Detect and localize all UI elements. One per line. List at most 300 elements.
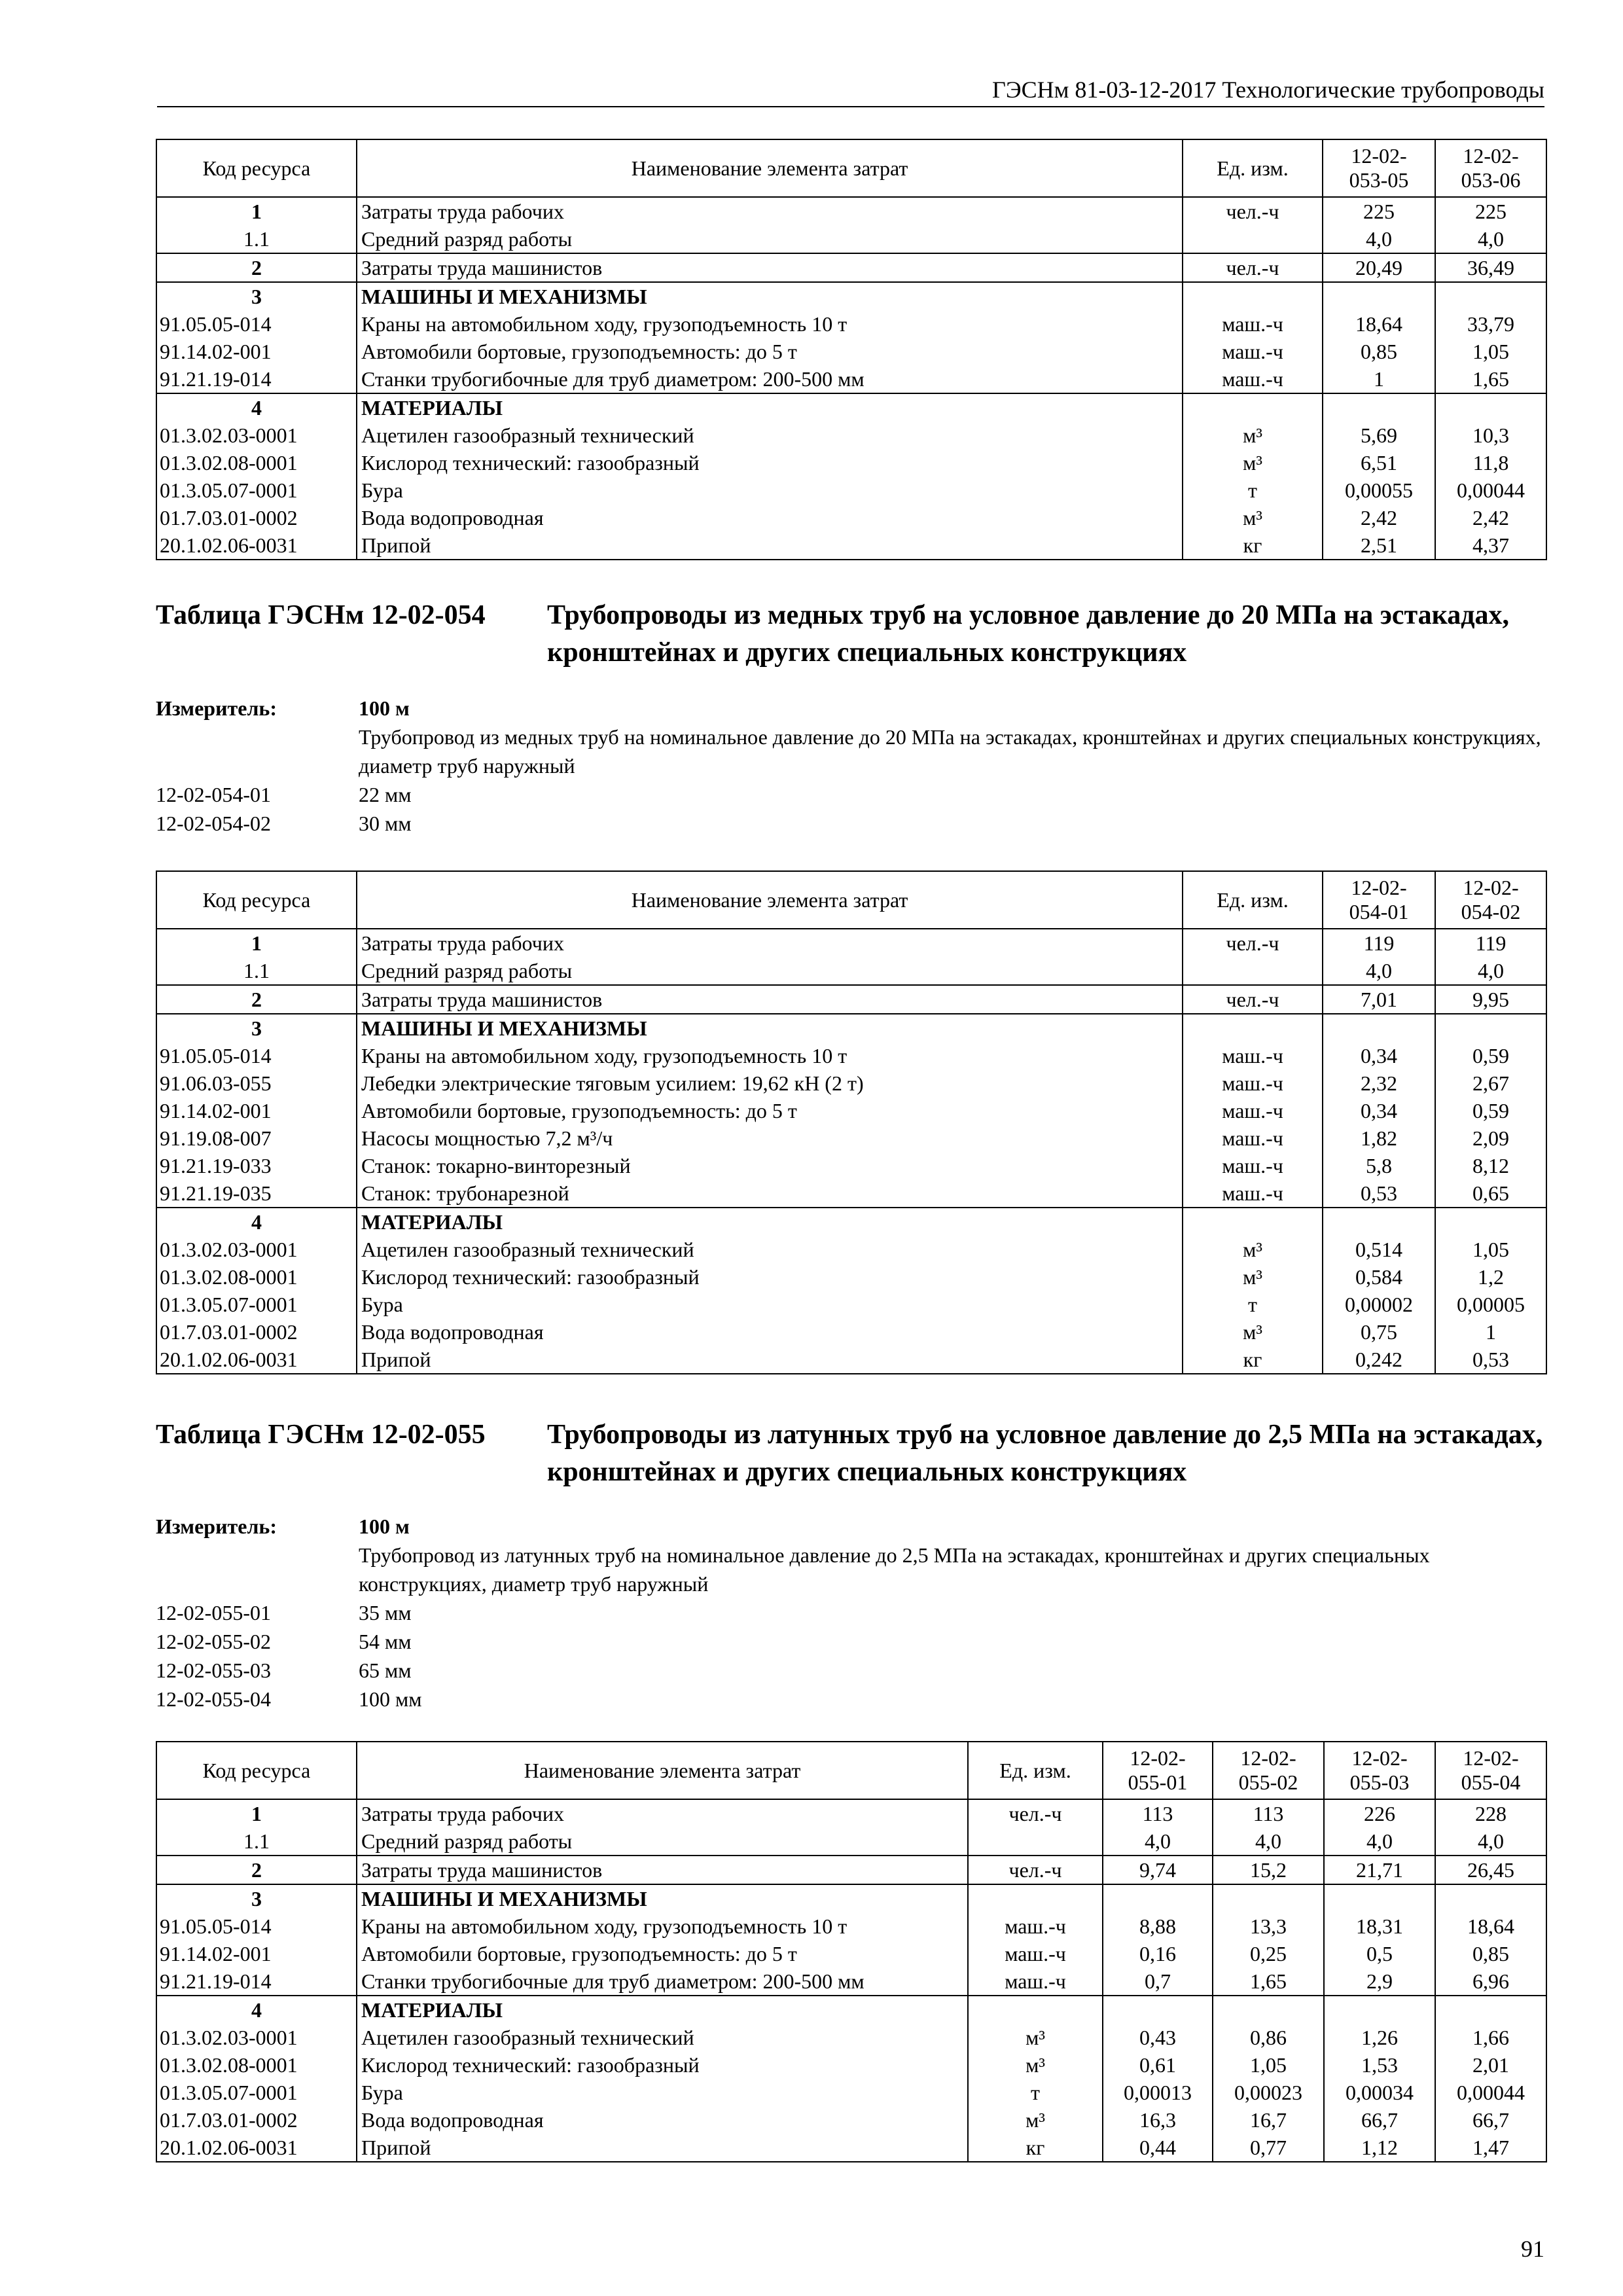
value-cell: 21,71 (1324, 1856, 1435, 1884)
value-cell: 2,09 (1435, 1124, 1546, 1152)
col-header-value: 12-02- 054-02 (1435, 871, 1546, 929)
value-cell (1323, 1208, 1435, 1236)
col-header-value: 12-02- 053-06 (1435, 139, 1546, 197)
value-cell: 33,79 (1435, 310, 1546, 338)
value-cell: 0,59 (1435, 1042, 1546, 1069)
value-cell: 1,66 (1435, 2024, 1546, 2051)
value-cell: 4,0 (1435, 1827, 1546, 1856)
value-cell: 18,64 (1323, 310, 1435, 338)
value-cell (1103, 1996, 1213, 2024)
resource-code: 91.19.08-007 (156, 1124, 357, 1152)
resource-name: Лебедки электрические тяговым усилием: 19,62 кН (2 т) (357, 1069, 1183, 1097)
value-cell: 0,43 (1103, 2024, 1213, 2051)
value-cell: 0,00044 (1435, 2079, 1546, 2106)
table-row (156, 1069, 1546, 1097)
unit-cell: т (968, 2079, 1103, 2106)
measure-item (156, 1627, 1563, 1656)
resource-name: Станки трубогибочные для труб диаметром: 200-500 мм (357, 365, 1183, 393)
value-cell: 0,00044 (1435, 476, 1546, 504)
item-code: 12-02-054-01 (156, 783, 271, 806)
resource-code: 01.7.03.01-0002 (156, 2106, 357, 2134)
table-row (156, 393, 1546, 422)
value-cell: 0,77 (1213, 2134, 1324, 2162)
value-cell: 9,95 (1435, 985, 1546, 1014)
resource-code: 91.21.19-035 (156, 1179, 357, 1208)
value-cell: 0,85 (1435, 1940, 1546, 1967)
unit-cell (1183, 225, 1323, 253)
col-header-name: Наименование элемента затрат (357, 871, 1183, 929)
table-row (156, 1967, 1546, 1996)
resource-name: Насосы мощностью 7,2 м³/ч (357, 1124, 1183, 1152)
resource-code: 01.3.05.07-0001 (156, 476, 357, 504)
resource-name: Припой (357, 2134, 968, 2162)
item-code: 12-02-055-03 (156, 1659, 271, 1682)
resource-name: Вода водопроводная (357, 504, 1183, 531)
value-cell: 4,0 (1435, 957, 1546, 985)
table-row (156, 449, 1546, 476)
value-cell: 0,00034 (1324, 2079, 1435, 2106)
resource-code: 91.05.05-014 (156, 1042, 357, 1069)
resource-name: Затраты труда рабочих (357, 929, 1183, 957)
resource-name: Средний разряд работы (357, 1827, 968, 1856)
value-cell: 0,00002 (1323, 1291, 1435, 1318)
value-cell: 1,47 (1435, 2134, 1546, 2162)
value-cell: 4,0 (1323, 957, 1435, 985)
col-header-name: Наименование элемента затрат (357, 1742, 968, 1799)
measure-description: Трубопровод из медных труб на номинальное давление до 20 МПа на эстакадах, кронштейнах и других специальных конструкциях, диаметр труб наружный (359, 725, 1541, 778)
value-cell (1324, 1996, 1435, 2024)
resource-code: 1 (156, 1799, 357, 1827)
value-cell: 18,64 (1435, 1912, 1546, 1940)
table-row (156, 957, 1546, 985)
resource-name: Автомобили бортовые, грузоподъемность: до 5 т (357, 1940, 968, 1967)
resource-name: МАТЕРИАЛЫ (357, 1208, 1183, 1236)
value-cell: 66,7 (1435, 2106, 1546, 2134)
unit-cell: т (1183, 476, 1323, 504)
table-row (156, 1827, 1546, 1856)
value-cell: 0,584 (1323, 1263, 1435, 1291)
value-cell: 4,0 (1435, 225, 1546, 253)
value-cell: 113 (1213, 1799, 1324, 1827)
col-header-name: Наименование элемента затрат (357, 139, 1183, 197)
value-cell: 2,67 (1435, 1069, 1546, 1097)
measure-item (156, 1685, 1563, 1713)
col-header-value: 12-02- 055-03 (1324, 1742, 1435, 1799)
value-cell: 0,59 (1435, 1097, 1546, 1124)
resource-name: Бура (357, 476, 1183, 504)
value-cell: 1,65 (1213, 1967, 1324, 1996)
value-cell: 4,0 (1323, 225, 1435, 253)
resource-name: Затраты труда машинистов (357, 985, 1183, 1014)
resource-table-055 (156, 1741, 1547, 2162)
table-row (156, 2134, 1546, 2162)
resource-code: 01.7.03.01-0002 (156, 1318, 357, 1346)
resource-name: Станок: токарно-винторезный (357, 1152, 1183, 1179)
measure-item (156, 1598, 1563, 1627)
resource-name: Затраты труда машинистов (357, 1856, 968, 1884)
value-cell: 1,05 (1213, 2051, 1324, 2079)
value-cell: 0,75 (1323, 1318, 1435, 1346)
value-cell: 0,514 (1323, 1236, 1435, 1263)
resource-code: 01.7.03.01-0002 (156, 504, 357, 531)
value-cell (1435, 1014, 1546, 1042)
measure-label: Измеритель: (156, 696, 277, 720)
resource-code: 01.3.02.03-0001 (156, 1236, 357, 1263)
resource-name: Бура (357, 2079, 968, 2106)
unit-cell: чел.-ч (1183, 253, 1323, 282)
measure-item (156, 809, 1563, 838)
resource-name: Автомобили бортовые, грузоподъемность: до 5 т (357, 1097, 1183, 1124)
col-header-value: 12-02- 055-02 (1213, 1742, 1324, 1799)
table-row (156, 365, 1546, 393)
value-cell: 16,3 (1103, 2106, 1213, 2134)
unit-cell: маш.-ч (968, 1912, 1103, 1940)
value-cell: 0,00023 (1213, 2079, 1324, 2106)
value-cell (1323, 393, 1435, 422)
table-row (156, 1912, 1546, 1940)
col-header-unit: Ед. изм. (968, 1742, 1103, 1799)
unit-cell: маш.-ч (968, 1940, 1103, 1967)
resource-code: 1.1 (156, 225, 357, 253)
value-cell: 4,0 (1103, 1827, 1213, 1856)
table-row (156, 1318, 1546, 1346)
resource-table-053 (156, 139, 1547, 560)
value-cell (1435, 1996, 1546, 2024)
resource-name: Станки трубогибочные для труб диаметром: 200-500 мм (357, 1967, 968, 1996)
value-cell (1435, 282, 1546, 310)
resource-name: Краны на автомобильном ходу, грузоподъемность 10 т (357, 310, 1183, 338)
resource-name: Краны на автомобильном ходу, грузоподъемность 10 т (357, 1912, 968, 1940)
resource-code: 4 (156, 1208, 357, 1236)
resource-name: МАШИНЫ И МЕХАНИЗМЫ (357, 1014, 1183, 1042)
value-cell: 2,42 (1323, 504, 1435, 531)
value-cell: 6,96 (1435, 1967, 1546, 1996)
resource-table-054 (156, 870, 1547, 1374)
unit-cell: маш.-ч (1183, 1042, 1323, 1069)
table-row (156, 1014, 1546, 1042)
value-cell: 10,3 (1435, 422, 1546, 449)
resource-code: 91.06.03-055 (156, 1069, 357, 1097)
item-diameter: 65 мм (359, 1659, 412, 1682)
value-cell: 2,01 (1435, 2051, 1546, 2079)
resource-name: Средний разряд работы (357, 957, 1183, 985)
resource-code: 2 (156, 1856, 357, 1884)
measure-item (156, 780, 1563, 809)
value-cell: 0,5 (1324, 1940, 1435, 1967)
resource-name: Автомобили бортовые, грузоподъемность: до 5 т (357, 338, 1183, 365)
value-cell: 0,00013 (1103, 2079, 1213, 2106)
value-cell: 0,16 (1103, 1940, 1213, 1967)
value-cell: 8,88 (1103, 1912, 1213, 1940)
value-cell (1435, 1884, 1546, 1912)
measure-description: Трубопровод из латунных труб на номинальное давление до 2,5 МПа на эстакадах, кронштейнах и других специальных конструкциях, диаметр труб наружный (359, 1543, 1430, 1596)
resource-code: 01.3.02.08-0001 (156, 2051, 357, 2079)
resource-name: Припой (357, 1346, 1183, 1374)
value-cell: 1,65 (1435, 365, 1546, 393)
item-diameter: 30 мм (359, 812, 412, 835)
table-row (156, 1179, 1546, 1208)
table-row (156, 1208, 1546, 1236)
unit-cell (968, 1827, 1103, 1856)
resource-name: Ацетилен газообразный технический (357, 1236, 1183, 1263)
resource-code: 20.1.02.06-0031 (156, 1346, 357, 1374)
table-row (156, 1856, 1546, 1884)
value-cell: 16,7 (1213, 2106, 1324, 2134)
unit-cell: маш.-ч (1183, 1152, 1323, 1179)
value-cell (1323, 282, 1435, 310)
resource-code: 1 (156, 929, 357, 957)
col-header-code: Код ресурса (156, 871, 357, 929)
resource-code: 91.21.19-014 (156, 1967, 357, 1996)
value-cell: 4,0 (1324, 1827, 1435, 1856)
value-cell: 1,82 (1323, 1124, 1435, 1152)
resource-name: Затраты труда машинистов (357, 253, 1183, 282)
unit-cell (968, 1996, 1103, 2024)
resource-name: Бура (357, 1291, 1183, 1318)
value-cell (1213, 1996, 1324, 2024)
measure-unit: 100 м (359, 1515, 410, 1538)
value-cell: 0,86 (1213, 2024, 1324, 2051)
resource-code: 1.1 (156, 1827, 357, 1856)
table-row (156, 531, 1546, 560)
resource-code: 01.3.05.07-0001 (156, 2079, 357, 2106)
item-code: 12-02-055-02 (156, 1630, 271, 1653)
value-cell: 0,25 (1213, 1940, 1324, 1967)
table-row (156, 1996, 1546, 2024)
table-row (156, 338, 1546, 365)
resource-code: 01.3.02.03-0001 (156, 422, 357, 449)
table-row (156, 1940, 1546, 1967)
value-cell: 0,242 (1323, 1346, 1435, 1374)
value-cell: 9,74 (1103, 1856, 1213, 1884)
value-cell: 0,65 (1435, 1179, 1546, 1208)
resource-code: 91.14.02-001 (156, 338, 357, 365)
resource-code: 4 (156, 393, 357, 422)
unit-cell: чел.-ч (968, 1856, 1103, 1884)
value-cell: 5,8 (1323, 1152, 1435, 1179)
resource-code: 01.3.02.08-0001 (156, 449, 357, 476)
resource-name: Ацетилен газообразный технический (357, 2024, 968, 2051)
unit-cell: м³ (1183, 449, 1323, 476)
resource-name: Затраты труда рабочих (357, 197, 1183, 225)
resource-name: Краны на автомобильном ходу, грузоподъемность 10 т (357, 1042, 1183, 1069)
col-header-value: 12-02- 054-01 (1323, 871, 1435, 929)
table-row (156, 253, 1546, 282)
unit-cell: кг (968, 2134, 1103, 2162)
unit-cell: маш.-ч (968, 1967, 1103, 1996)
value-cell: 5,69 (1323, 422, 1435, 449)
unit-cell: маш.-ч (1183, 338, 1323, 365)
table-title: Трубопроводы из медных труб на условное давление до 20 МПа на эстакадах, кронштейнах и других специальных конструкциях (547, 600, 1509, 668)
value-cell (1323, 1014, 1435, 1042)
unit-cell: м³ (968, 2024, 1103, 2051)
col-header-value: 12-02- 055-01 (1103, 1742, 1213, 1799)
table-row (156, 282, 1546, 310)
unit-cell: чел.-ч (1183, 929, 1323, 957)
value-cell: 15,2 (1213, 1856, 1324, 1884)
value-cell: 1,05 (1435, 1236, 1546, 1263)
unit-cell: м³ (968, 2051, 1103, 2079)
unit-cell: кг (1183, 531, 1323, 560)
table-row (156, 1263, 1546, 1291)
resource-code: 3 (156, 1884, 357, 1912)
resource-name: Припой (357, 531, 1183, 560)
resource-name: Кислород технический: газообразный (357, 2051, 968, 2079)
value-cell (1324, 1884, 1435, 1912)
value-cell: 13,3 (1213, 1912, 1324, 1940)
value-cell: 36,49 (1435, 253, 1546, 282)
col-header-unit: Ед. изм. (1183, 139, 1323, 197)
unit-cell: маш.-ч (1183, 365, 1323, 393)
resource-name: МАТЕРИАЛЫ (357, 1996, 968, 2024)
unit-cell (1183, 1014, 1323, 1042)
table-row (156, 929, 1546, 957)
resource-name: МАШИНЫ И МЕХАНИЗМЫ (357, 282, 1183, 310)
item-code: 12-02-055-04 (156, 1687, 271, 1711)
unit-cell: чел.-ч (1183, 985, 1323, 1014)
item-diameter: 35 мм (359, 1601, 412, 1624)
resource-name: МАШИНЫ И МЕХАНИЗМЫ (357, 1884, 968, 1912)
unit-cell: кг (1183, 1346, 1323, 1374)
value-cell: 0,7 (1103, 1967, 1213, 1996)
unit-cell: м³ (1183, 504, 1323, 531)
resource-code: 3 (156, 282, 357, 310)
resource-name: Вода водопроводная (357, 2106, 968, 2134)
value-cell: 1,2 (1435, 1263, 1546, 1291)
value-cell: 0,34 (1323, 1097, 1435, 1124)
value-cell: 4,37 (1435, 531, 1546, 560)
table-row (156, 1097, 1546, 1124)
unit-cell: маш.-ч (1183, 1069, 1323, 1097)
table-row (156, 1042, 1546, 1069)
value-cell: 11,8 (1435, 449, 1546, 476)
value-cell: 119 (1435, 929, 1546, 957)
resource-code: 91.21.19-033 (156, 1152, 357, 1179)
value-cell: 26,45 (1435, 1856, 1546, 1884)
col-header-unit: Ед. изм. (1183, 871, 1323, 929)
resource-code: 91.05.05-014 (156, 310, 357, 338)
value-cell: 1,53 (1324, 2051, 1435, 2079)
value-cell: 1,12 (1324, 2134, 1435, 2162)
value-cell (1435, 1208, 1546, 1236)
col-header-code: Код ресурса (156, 1742, 357, 1799)
item-diameter: 22 мм (359, 783, 412, 806)
table-row (156, 225, 1546, 253)
unit-cell: м³ (1183, 422, 1323, 449)
table-row (156, 1236, 1546, 1263)
value-cell: 0,34 (1323, 1042, 1435, 1069)
resource-code: 1.1 (156, 957, 357, 985)
resource-code: 1 (156, 197, 357, 225)
table-row (156, 1884, 1546, 1912)
resource-code: 91.21.19-014 (156, 365, 357, 393)
table-row (156, 1346, 1546, 1374)
value-cell (1213, 1884, 1324, 1912)
table-row (156, 310, 1546, 338)
unit-cell (968, 1884, 1103, 1912)
value-cell: 226 (1324, 1799, 1435, 1827)
table-number: Таблица ГЭСНм 12-02-054 (156, 600, 486, 630)
table-row (156, 422, 1546, 449)
unit-cell: маш.-ч (1183, 310, 1323, 338)
resource-code: 3 (156, 1014, 357, 1042)
value-cell: 0,44 (1103, 2134, 1213, 2162)
resource-code: 2 (156, 985, 357, 1014)
value-cell: 225 (1323, 197, 1435, 225)
item-diameter: 100 мм (359, 1687, 422, 1711)
table-row (156, 197, 1546, 225)
measure-unit: 100 м (359, 696, 410, 720)
resource-code: 01.3.02.03-0001 (156, 2024, 357, 2051)
value-cell (1103, 1884, 1213, 1912)
value-cell (1435, 393, 1546, 422)
table-row (156, 476, 1546, 504)
value-cell: 7,01 (1323, 985, 1435, 1014)
value-cell: 1,26 (1324, 2024, 1435, 2051)
col-header-value: 12-02- 053-05 (1323, 139, 1435, 197)
unit-cell: м³ (1183, 1263, 1323, 1291)
unit-cell: маш.-ч (1183, 1124, 1323, 1152)
value-cell: 1 (1323, 365, 1435, 393)
table-title: Трубопроводы из латунных труб на условное давление до 2,5 МПа на эстакадах, кронштейнах и других специальных конструкциях (547, 1420, 1543, 1487)
value-cell: 1,05 (1435, 338, 1546, 365)
value-cell: 0,61 (1103, 2051, 1213, 2079)
value-cell: 20,49 (1323, 253, 1435, 282)
item-code: 12-02-054-02 (156, 812, 271, 835)
unit-cell: м³ (1183, 1318, 1323, 1346)
unit-cell: маш.-ч (1183, 1097, 1323, 1124)
col-header-value: 12-02- 055-04 (1435, 1742, 1546, 1799)
value-cell: 228 (1435, 1799, 1546, 1827)
table-row (156, 504, 1546, 531)
unit-cell: чел.-ч (968, 1799, 1103, 1827)
resource-code: 01.3.02.08-0001 (156, 1263, 357, 1291)
value-cell: 6,51 (1323, 449, 1435, 476)
value-cell: 2,42 (1435, 504, 1546, 531)
measure-item (156, 1656, 1563, 1685)
resource-code: 91.14.02-001 (156, 1940, 357, 1967)
table-row (156, 2024, 1546, 2051)
value-cell: 0,85 (1323, 338, 1435, 365)
unit-cell: т (1183, 1291, 1323, 1318)
resource-name: Ацетилен газообразный технический (357, 422, 1183, 449)
unit-cell (1183, 282, 1323, 310)
table-row (156, 1291, 1546, 1318)
value-cell: 2,51 (1323, 531, 1435, 560)
resource-name: Станок: трубонарезной (357, 1179, 1183, 1208)
running-header: ГЭСНм 81-03-12-2017 Технологические трубопроводы (157, 76, 1544, 107)
col-header-code: Код ресурса (156, 139, 357, 197)
table-row (156, 2106, 1546, 2134)
item-diameter: 54 мм (359, 1630, 412, 1653)
resource-name: Кислород технический: газообразный (357, 1263, 1183, 1291)
table-row (156, 985, 1546, 1014)
measure-block-055 (156, 1512, 1563, 1713)
resource-code: 4 (156, 1996, 357, 2024)
item-code: 12-02-055-01 (156, 1601, 271, 1624)
value-cell: 0,53 (1323, 1179, 1435, 1208)
page-number: 91 (1521, 2236, 1544, 2262)
unit-cell: м³ (968, 2106, 1103, 2134)
table-number: Таблица ГЭСНм 12-02-055 (156, 1420, 486, 1450)
table-row (156, 1799, 1546, 1827)
value-cell: 0,00055 (1323, 476, 1435, 504)
measure-block-054 (156, 694, 1563, 838)
unit-cell (1183, 1208, 1323, 1236)
unit-cell (1183, 393, 1323, 422)
resource-name: Средний разряд работы (357, 225, 1183, 253)
value-cell: 113 (1103, 1799, 1213, 1827)
